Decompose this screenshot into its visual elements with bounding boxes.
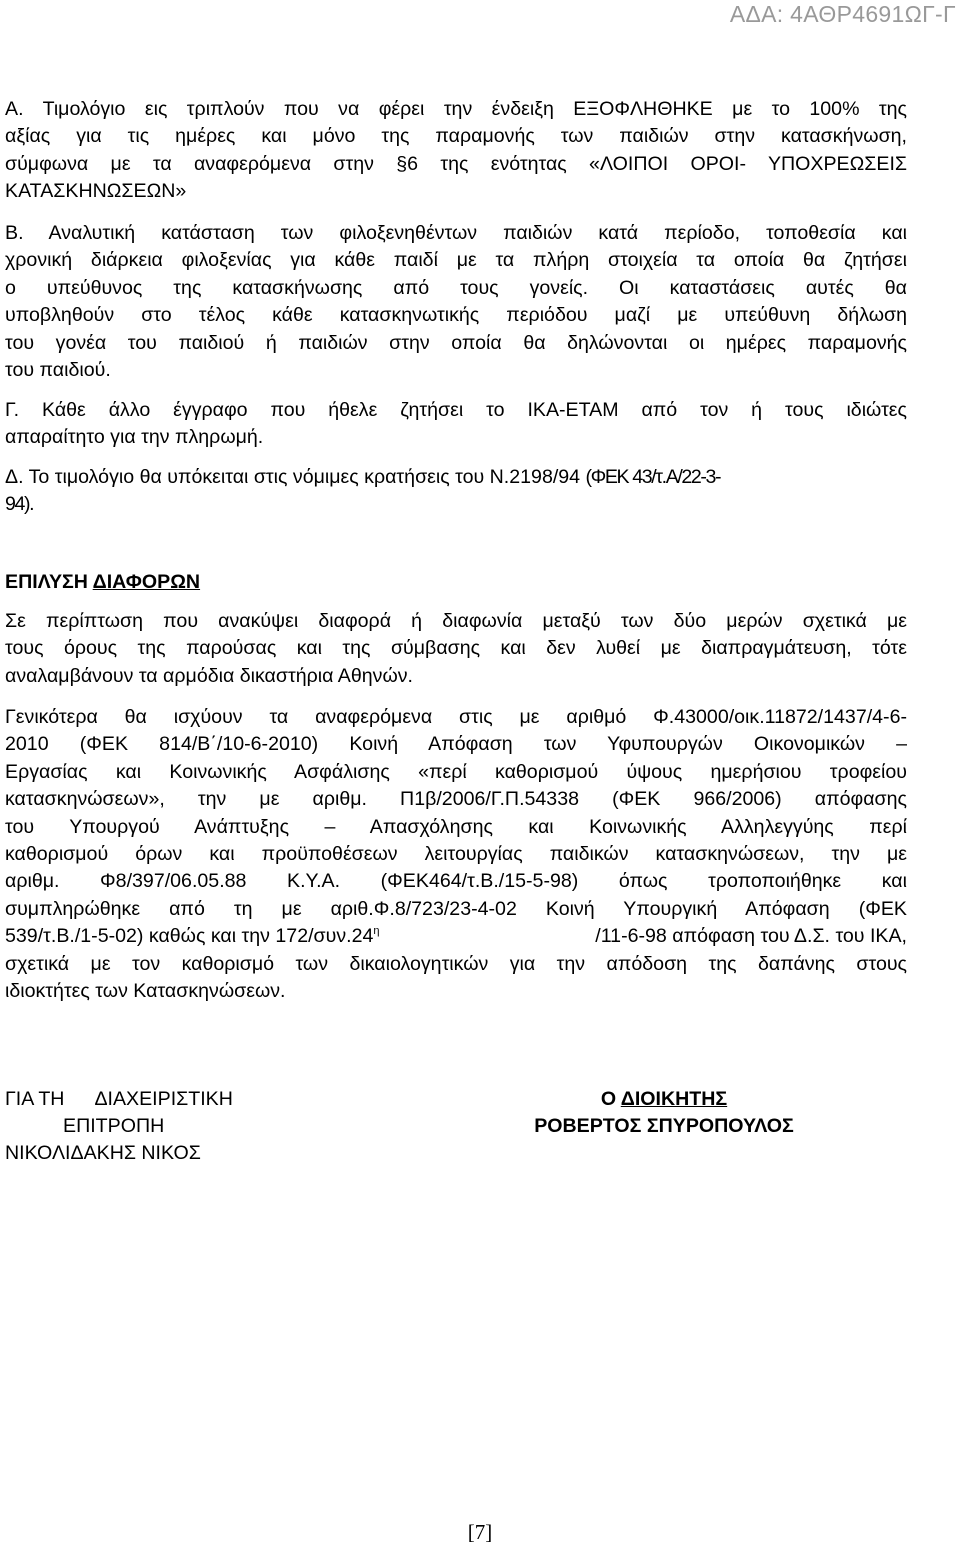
signature-right-name: ΡΟΒΕΡΤΟΣ ΣΠΥΡΟΠΟΥΛΟΣ [534,1115,794,1137]
section-c-line: Γ. Κάθε άλλο έγγραφο που ήθελε ζητήσει το ΙΚΑ-ΕΤΑΜ από τον ή τους ιδιώτες [5,399,907,421]
signature-right-title: Ο ΔΙΟΙΚΗΤΗΣ [600,1088,728,1110]
section-b-line: ο υπεύθυνος της κατασκήνωσης από τους γονείς. Οι καταστάσεις αυτές θα [5,276,907,299]
section-a-line: σύμφωνα με τα αναφερόμενα στην §6 της ενότητας «ΛΟΙΠΟΙ ΟΡΟΙ- ΥΠΟΧΡΕΩΣΕΙΣ [5,152,907,175]
disputes-line: Σε περίπτωση που ανακύψει διαφορά ή διαφωνία μεταξύ των δύο μερών σχετικά με [5,610,907,632]
section-b-line: του γονέα του παιδιού ή παιδιών στην οποία θα δηλώνονται οι ημέρες παραμονής [5,331,907,354]
disputes-line: τους όρους της παρούσας και της σύμβασης και δεν λυθεί με διαπραγμάτευση, τότε [5,637,907,660]
general-paragraph [5,704,907,1005]
section-b-line: Β. Αναλυτική κατάσταση των φιλοξενηθέντων παιδιών κατά περίοδο, τοποθεσία και [5,222,907,244]
disputes-paragraph [5,608,907,690]
section-d-line [5,464,907,491]
disputes-heading: ΕΠΙΛΥΣΗ ΔΙΑΦΟΡΩΝ [5,571,201,593]
general-line: κατασκηνώσεων», την με αριθμ. Π1β/2006/Γ.Π.54338 (ΦΕΚ 966/2006) απόφασης [5,788,907,811]
general-line: Εργασίας και Κοινωνικής Ασφάλισης «περί καθορισμού ύψους ημερήσιου τροφείου [5,760,907,783]
general-line-text: /11-6-98 απόφαση του Δ.Σ. του ΙΚΑ, [595,925,907,948]
section-a-line: ΚΑΤΑΣΚΗΝΩΣΕΩΝ» [5,180,187,203]
general-line: αριθμ. Φ8/397/06.05.88 Κ.Υ.Α. (ΦΕΚ464/τ.Β./15-5-98) όπως τροποποιήθηκε και [5,870,907,893]
section-d [5,464,907,519]
signature-left [5,1086,233,1167]
section-a-line: Α. Τιμολόγιο εις τριπλούν που να φέρει την ένδειξη ΕΞΟΦΛΗΘΗΚΕ με το 100% της [5,98,907,120]
section-b [5,220,907,384]
signature-left-line: ΓΙΑ ΤΗ ΔΙΑΧΕΙΡΙΣΤΙΚΗ [5,1088,233,1110]
general-line: σχετικά με τον καθορισμό των δικαιολογητικών για την απόδοση της δαπάνης στους [5,952,907,975]
ordinal-superscript: η [373,925,380,938]
section-a [5,96,907,206]
general-line: καθορισμού όρων και προϋποθέσεων λειτουργίας παιδικών κατασκηνώσεων, την με [5,842,907,865]
section-c-line: απαραίτητο για την πληρωμή. [5,426,264,449]
disputes-heading-underlined: ΔΙΑΦΟΡΩΝ [92,571,201,593]
section-d-text: Δ. Το τιμολόγιο θα υπόκειται στις νόμιμες κρατήσεις του Ν.2198/94 [5,466,586,488]
section-c [5,397,907,452]
section-d-line [5,491,907,518]
general-line: 2010 (ΦΕΚ 814/Β΄/10-6-2010) Κοινή Απόφαση των Υφυπουργών Οικονομικών – [5,733,907,756]
general-line [5,923,907,950]
general-line: συμπληρώθηκε από τη με αριθ.Φ.8/723/23-4-02 Κοινή Υπουργική Απόφαση (ΦΕΚ [5,897,907,920]
signature-left-line: ΕΠΙΤΡΟΠΗ [63,1115,165,1137]
page-number: [7] [467,1520,493,1544]
general-line: του Υπουργού Ανάπτυξης – Απασχόλησης και Κοινωνικής Αλληλεγγύης περί [5,815,907,838]
section-b-line: του παιδιού. [5,358,111,381]
ada-code: ΑΔΑ: 4ΑΘΡ4691ΩΓ-Γ [729,1,956,27]
section-b-line: χρονική διάρκεια φιλοξενίας για κάθε παιδί με τα πλήρη στοιχεία τα οποία θα ζητήσει [5,249,907,272]
section-d-fek-ref-cont: 94). [5,493,34,516]
signature-left-name: ΝΙΚΟΛΙΔΑΚΗΣ ΝΙΚΟΣ [5,1142,201,1164]
section-a-line: αξίας για τις ημέρες και μόνο της παραμονής των παιδιών στην κατασκήνωση, [5,125,907,148]
general-line-text: 539/τ.Β./1-5-02) καθώς και την $172/\sigma\upsilon\nu.24^\eta$ [5,925,380,948]
signature-right [504,1086,824,1140]
disputes-line: αναλαμβάνουν τα αρμόδια δικαστήρια Αθηνών. [5,664,414,687]
section-d-fek-ref: (ΦΕΚ 43/τ.Α/22-3- [585,466,721,488]
section-b-line: υποβληθούν στο τέλος κάθε κατασκηνωτικής περιόδου μαζί με υπεύθυνη δήλωση [5,304,907,327]
general-line: ιδιοκτήτες των Κατασκηνώσεων. [5,979,286,1002]
general-line: Γενικότερα θα ισχύουν τα αναφερόμενα στις με αριθμό Φ.43000/οικ.11872/1437/4-6- [5,706,907,728]
